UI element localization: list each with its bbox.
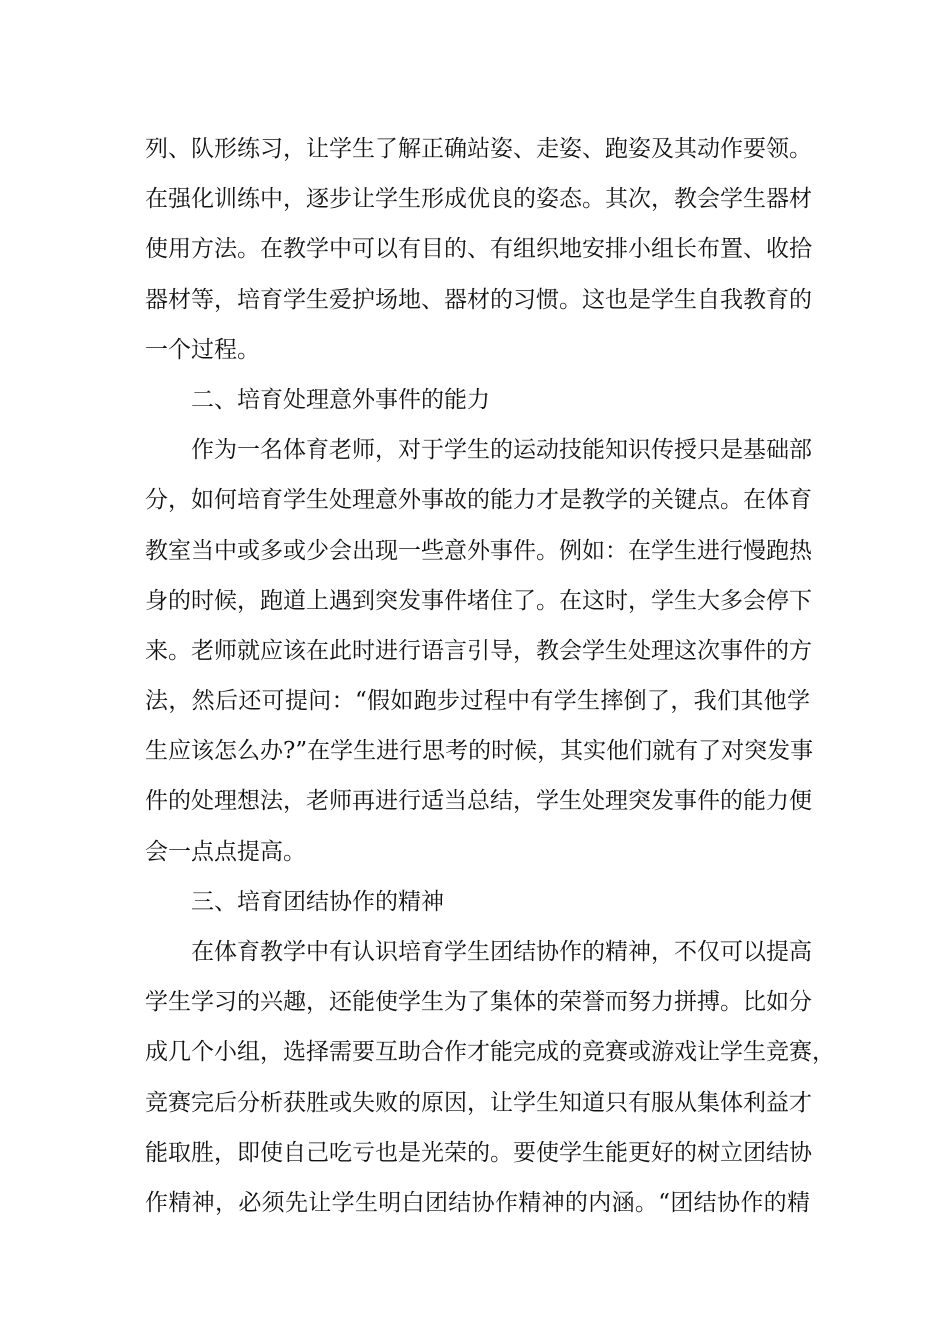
text-line: 法，然后还可提问：“假如跑步过程中有学生摔倒了，我们其他学 xyxy=(145,688,810,715)
text-line: 一个过程。 xyxy=(145,336,260,363)
text-line: 使用方法。在教学中可以有目的、有组织地安排小组长布置、收拾 xyxy=(145,236,812,263)
text-line: 学生学习的兴趣，还能使学生为了集体的荣誉而努力拼搏。比如分 xyxy=(145,989,812,1016)
text-line: 分，如何培育学生处理意外事故的能力才是教学的关键点。在体育 xyxy=(145,487,812,514)
section-heading: 二、培育处理意外事件的能力 xyxy=(191,386,490,413)
text-line: 作为一名体育老师，对于学生的运动技能知识传授只是基础部 xyxy=(191,437,812,464)
text-line: 件的处理想法，老师再进行适当总结，学生处理突发事件的能力便 xyxy=(145,788,812,815)
text-line: 生应该怎么办?”在学生进行思考的时候，其实他们就有了对突发事 xyxy=(145,738,814,765)
text-line: 会一点点提高。 xyxy=(145,838,306,865)
section-heading: 三、培育团结协作的精神 xyxy=(191,888,444,915)
document-body xyxy=(145,124,835,1228)
text-line: 来。老师就应该在此时进行语言引导，教会学生处理这次事件的方 xyxy=(145,637,812,664)
text-line: 教室当中或多或少会出现一些意外事件。例如：在学生进行慢跑热 xyxy=(145,537,812,564)
text-line: 能取胜，即使自己吃亏也是光荣的。要使学生能更好的树立团结协 xyxy=(145,1139,812,1166)
text-line: 器材等，培育学生爱护场地、器材的习惯。这也是学生自我教育的 xyxy=(145,286,812,313)
text-line: 成几个小组，选择需要互助合作才能完成的竞赛或游戏让学生竞赛， xyxy=(145,1039,835,1066)
text-line: 身的时候，跑道上遇到突发事件堵住了。在这时，学生大多会停下 xyxy=(145,587,812,614)
text-line: 列、队形练习，让学生了解正确站姿、走姿、跑姿及其动作要领。 xyxy=(145,136,812,162)
text-line: 作精神，必须先让学生明白团结协作精神的内涵。“团结协作的精 xyxy=(145,1189,810,1216)
text-line: 在体育教学中有认识培育学生团结协作的精神，不仅可以提高 xyxy=(191,939,812,965)
text-line: 在强化训练中，逐步让学生形成优良的姿态。其次，教会学生器材 xyxy=(145,186,812,213)
text-line: 竞赛完后分析获胜或失败的原因，让学生知道只有服从集体利益才 xyxy=(145,1089,812,1116)
